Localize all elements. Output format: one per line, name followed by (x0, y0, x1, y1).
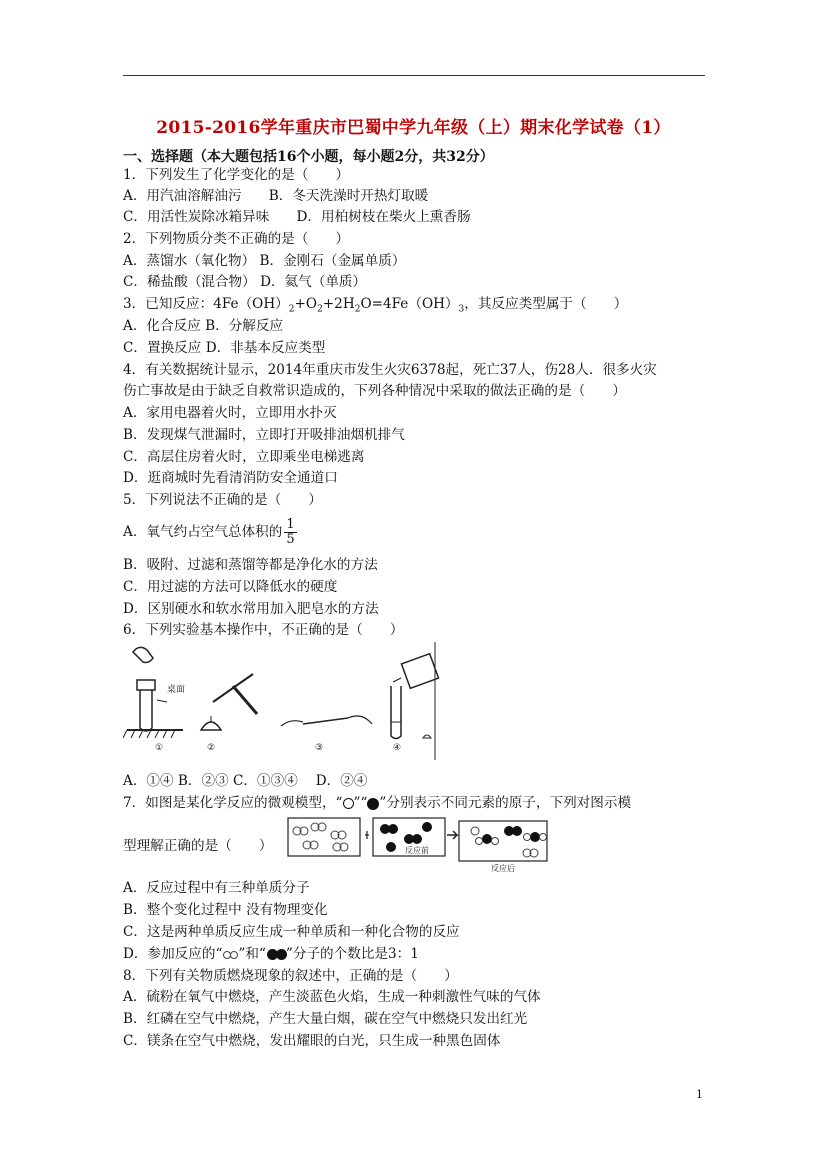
q4-option-b: B．发现煤气泄漏时，立即打开吸排油烟机排气 (123, 427, 405, 443)
fig6-label-1: ① (155, 743, 164, 753)
test-tube-2 (233, 686, 257, 714)
white-molecule-icon (223, 951, 237, 959)
fig7-before-label: 反应前 (405, 846, 429, 855)
fig6-label-2: ② (207, 743, 216, 753)
fig6-label-3: ③ (315, 743, 324, 753)
q5-option-c: C．用过滤的方法可以降低水的硬度 (123, 579, 338, 595)
hand-left (281, 721, 303, 726)
q8-option-c: C．镁条在空气中燃烧，发出耀眼的白光，只生成一种黑色固体 (123, 1033, 501, 1049)
fig6-desk-label: 桌面 (167, 685, 186, 695)
q2-stem: 2．下列物质分类不正确的是（ ） (123, 231, 350, 247)
page-number: 1 (696, 1088, 703, 1101)
q8-option-a: A．硫粉在氧气中燃烧，产生淡蓝色火焰，生成一种刺激性气味的气体 (123, 989, 541, 1005)
q3-options-cd: C．置换反应 D．非基本反应类型 (123, 340, 326, 356)
q1-options-cd: C．用活性炭除冰箱异味 D．用柏树枝在柴火上熏香肠 (123, 209, 471, 225)
q8-stem: 8．下列有关物质燃烧现象的叙述中，正确的是（ ） (123, 968, 458, 984)
black-molecule-icon (267, 949, 285, 960)
black-atom-icon (367, 798, 379, 810)
fraction-one-fifth: $\frac{1}{5}$ (286, 517, 295, 547)
q6-answers: A．①④ B．②③ C．①③④ D．②④ (123, 773, 368, 789)
header-rule (123, 75, 705, 76)
q6-lab-figure (123, 642, 441, 760)
q7-option-b: B．整个变化过程中 没有物理变化 (123, 902, 328, 918)
q5-option-b: B．吸附、过滤和蒸馏等都是净化水的方法 (123, 557, 378, 573)
q5-option-a: A．氧气约占空气总体积的 $\frac{1}{5}$ (123, 517, 295, 547)
q3-options-ab: A．化合反应 B．分解反应 (123, 318, 284, 334)
q3-stem: 3．已知反应：$4Fe(OH)_2+O_2+2H_2O=4Fe(OH)_3$，其反应类型属于（ ） (123, 296, 628, 315)
q4-stem-line2: 伤亡事故是由于缺乏自救常识造成的，下列各种情况中采取的做法正确的是（ ） (123, 383, 626, 399)
fig6-label-4: ④ (393, 743, 402, 753)
white-atom-icon (343, 798, 354, 809)
q2-options-ab: A．蒸馏水（氧化物） B．金刚石（金属单质） (123, 253, 406, 269)
q4-option-a: A．家用电器着火时，立即用水扑灭 (123, 405, 337, 421)
test-tube-1 (140, 690, 152, 731)
reagent-bottle (401, 654, 438, 689)
test-tube-3 (303, 718, 348, 724)
q5-option-d: D．区别硬水和软水常用加入肥皂水的方法 (123, 601, 379, 617)
q4-option-d: D．逛商城时先看清消防安全通道口 (123, 470, 338, 486)
rubber-stopper (137, 680, 155, 690)
q8-option-b: B．红磷在空气中燃烧，产生大量白烟，碳在空气中燃烧只发出红光 (123, 1011, 528, 1027)
q7-option-d: D．参加反应的“ ”和“ ”分子的个数比是3：1 (123, 946, 419, 962)
alcohol-lamp (201, 722, 221, 730)
q2-options-cd: C．稀盐酸（混合物） D．氦气（单质） (123, 274, 367, 290)
q1-stem: 1．下列发生了化学变化的是（ ） (123, 167, 350, 183)
q7-option-a: A．反应过程中有三种单质分子 (123, 880, 310, 896)
q7-stem-line2: 型理解正确的是（ ） (123, 838, 273, 854)
q1-options-ab: A．用汽油溶解油污 B．冬天洗澡时开热灯取暖 (123, 188, 429, 204)
hand-shape (133, 647, 153, 662)
hand-right (348, 716, 372, 724)
fig7-after-label: 反应后 (491, 864, 515, 873)
test-tube-4 (391, 686, 401, 739)
q7-stem-line1: 7．如图是某化学反应的微观模型，“ ”“ ”分别表示不同元素的原子，下列对图示模 (123, 795, 632, 811)
q4-option-c: C．高层住房着火时，立即乘坐电梯逃离 (123, 449, 365, 465)
q7-option-c: C．这是两种单质反应生成一种单质和一种化合物的反应 (123, 924, 460, 940)
q7-reaction-model-figure (287, 815, 549, 875)
q4-stem-line1: 4．有关数据统计显示，2014年重庆市发生火灾6378起，死亡37人，伤28人．很多火灾 (123, 362, 657, 378)
section-heading: 一、选择题（本大题包括16个小题，每小题2分，共32分） (123, 149, 494, 165)
reaction-arrow-icon (447, 831, 457, 839)
q6-stem: 6．下列实验基本操作中，不正确的是（ ） (123, 622, 404, 638)
q5-stem: 5．下列说法不正确的是（ ） (123, 492, 322, 508)
exam-title: 2015-2016学年重庆市巴蜀中学九年级（上）期末化学试卷（1） (156, 118, 671, 138)
